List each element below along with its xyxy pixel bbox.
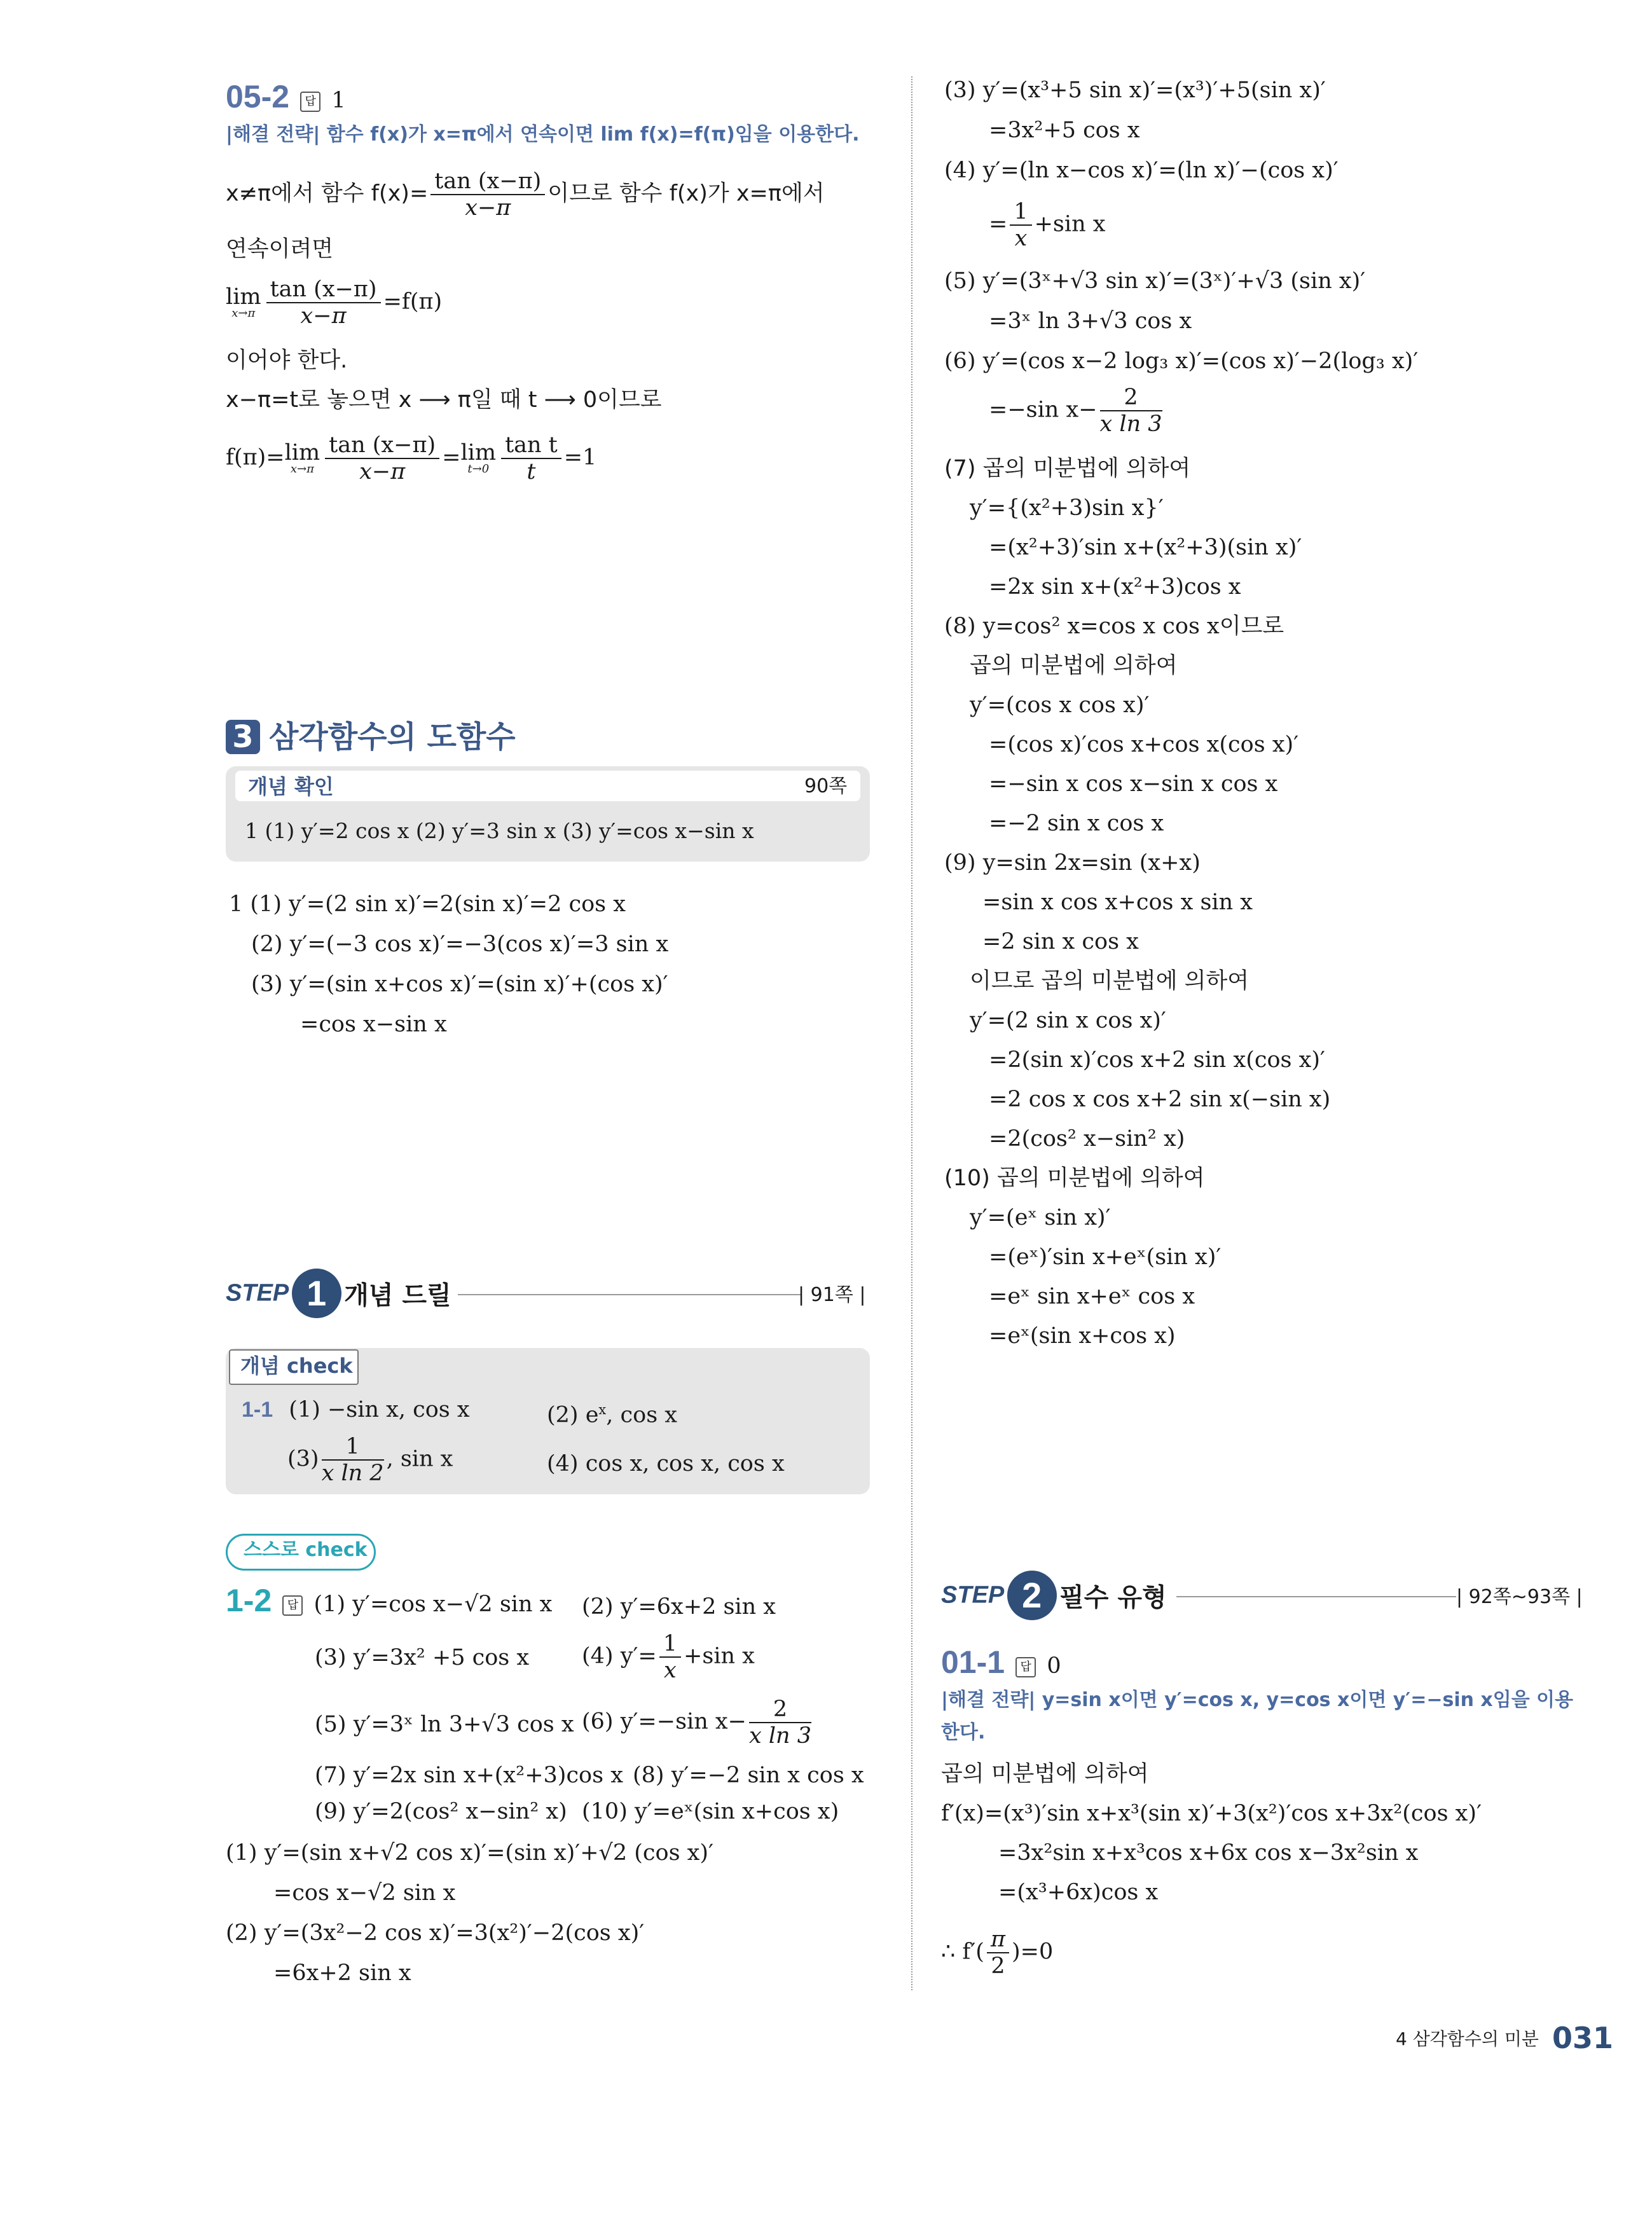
concept-check-answer: 1 (1) y′=2 cos x (2) y′=3 sin x (3) y′=cos x−sin x: [245, 818, 754, 843]
fraction: $\frac{2}{\text{x ln 3}}$: [748, 1697, 811, 1749]
problem-01-1-header: [941, 1642, 1061, 1686]
solution-line: lim x→π $\frac{\tan (x-\pi)}{x-\pi}$ =f(π): [226, 277, 443, 329]
column-divider: [911, 76, 912, 1990]
solution-line: =sin x cos x+cos x sin x: [982, 890, 1253, 915]
concept-check-label: 개념 check: [240, 1354, 353, 1378]
solution-line: =3x²+5 cos x: [989, 118, 1140, 143]
solution-line: y′=(eˣ sin x)′: [970, 1205, 1111, 1230]
drill-answer: (3) $\frac{1}{\text{x ln 2}}$ , sin x: [287, 1434, 453, 1486]
drill-answer-row: 1-2 답 (1) y′=cos x−√2 sin x: [226, 1583, 553, 1618]
solution-line: (5) y′=(3ˣ+√3 sin x)′=(3ˣ)′+√3 (sin x)′: [944, 268, 1366, 294]
solution-line: 이어야 한다.: [226, 348, 348, 373]
step-word: STEP: [226, 1279, 289, 1307]
solution-line: x≠π에서 함수 f(x)= $\frac{\tan (x-\pi)}{x-\pi}$ 이므로 함수 f(x)가 x=π에서: [226, 169, 825, 221]
solution-line: =cos x−√2 sin x: [273, 1880, 456, 1906]
fraction: $\frac{1}{x}$: [659, 1631, 681, 1683]
drill-answer: (7) y′=2x sin x+(x²+3)cos x: [315, 1763, 623, 1788]
drill-answer: (4) cos x, cos x, cos x: [547, 1451, 785, 1476]
problem-number: 01-1: [941, 1644, 1005, 1680]
solution-line: y′=(2 sin x cos x)′: [970, 1008, 1166, 1033]
drill-number: 1-2: [226, 1583, 272, 1618]
solution-line: (1) y′=(sin x+√2 cos x)′=(sin x)′+√2 (cos x)′: [226, 1840, 714, 1866]
step-number: 2: [1007, 1571, 1057, 1620]
step-rule: [458, 1294, 801, 1295]
solution-line: ∴ f′( $\frac{\pi}{2}$ )=0: [941, 1927, 1054, 1979]
solution-line: =2(sin x)′cos x+2 sin x(cos x)′: [989, 1047, 1325, 1073]
solution-line: =3x²sin x+x³cos x+6x cos x−3x²sin x: [998, 1840, 1419, 1866]
fraction: $\frac{1}{x}$: [1010, 199, 1031, 251]
page-number: 031: [1552, 2021, 1614, 2055]
solution-line: (2) y′=(−3 cos x)′=−3(cos x)′=3 sin x: [251, 932, 669, 957]
solution-line: =2x sin x+(x²+3)cos x: [989, 574, 1241, 600]
fraction: $\frac{\tan (x-\pi)}{x-\pi}$: [325, 432, 439, 485]
solution-line: =3ˣ ln 3+√3 cos x: [989, 308, 1192, 334]
solution-line: =−sin x− $\frac{2}{\text{x ln 3}}$: [989, 385, 1162, 437]
section-title: 삼각함수의 도함수: [269, 719, 516, 755]
step-page: | 91쪽 |: [798, 1284, 866, 1306]
solution-line: 1 (1) y′=(2 sin x)′=2(sin x)′=2 cos x: [229, 891, 626, 917]
chapter-title: 4 삼각함수의 미분: [1396, 2028, 1539, 2049]
step-title: 개념 드릴: [344, 1281, 451, 1311]
drill-number: 1-1: [242, 1398, 273, 1422]
step-word: STEP: [941, 1581, 1005, 1609]
drill-answer: (6) y′=−sin x− $\frac{2}{\text{x ln 3}}$: [582, 1697, 811, 1749]
solution-line: =6x+2 sin x: [273, 1960, 411, 1986]
solution-line: =2 cos x cos x+2 sin x(−sin x): [989, 1087, 1331, 1112]
answer-value: 0: [1047, 1653, 1061, 1679]
drill-answer-row: 1-1 (1) −sin x, cos x: [242, 1397, 470, 1422]
solution-line: (6) y′=(cos x−2 log₃ x)′=(cos x)′−2(log₃ x)′: [944, 348, 1419, 374]
solution-line: =2(cos² x−sin² x): [989, 1126, 1185, 1152]
solution-line: =(x³+6x)cos x: [998, 1880, 1159, 1905]
solution-strategy: |해결 전략| 함수 f(x)가 x=π에서 연속이면 lim f(x)=f(π)임을 이용한다.: [226, 123, 860, 146]
limit: lim t→0: [460, 440, 497, 476]
fraction: $\frac{2}{\text{x ln 3}}$: [1099, 385, 1162, 437]
solution-line: 이므로 곱의 미분법에 의하여: [970, 968, 1249, 994]
fraction: $\frac{\tan (x-\pi)}{x-\pi}$: [430, 169, 545, 221]
solution-line: =2 sin x cos x: [982, 929, 1139, 954]
drill-answer: (8) y′=−2 sin x cos x: [633, 1763, 864, 1788]
drill-answer: (3) y′=3x² +5 cos x: [315, 1645, 530, 1670]
solution-line: 곱의 미분법에 의하여: [970, 653, 1178, 678]
answer-icon: 답: [282, 1595, 303, 1616]
solution-line: 연속이려면: [226, 237, 334, 262]
section-number: 3: [226, 720, 260, 754]
problem-05-2-header: [226, 76, 346, 121]
solution-line: (7) 곱의 미분법에 의하여: [944, 456, 1191, 481]
fraction: $\frac{\tan (x-\pi)}{x-\pi}$: [266, 277, 381, 329]
step-title: 필수 유형: [1059, 1583, 1167, 1613]
step-2-heading: [941, 1571, 1167, 1620]
solution-strategy: 한다.: [941, 1721, 986, 1744]
fraction: $\frac{\text{tan t}}{t}$: [501, 432, 561, 485]
drill-answer: (10) y′=eˣ(sin x+cos x): [582, 1799, 839, 1824]
self-check-label: 스스로 check: [244, 1539, 368, 1561]
solution-line: =eˣ sin x+eˣ cos x: [989, 1284, 1195, 1309]
solution-line: =−sin x cos x−sin x cos x: [989, 771, 1278, 797]
drill-answer: (2) y′=6x+2 sin x: [582, 1594, 776, 1620]
solution-strategy: |해결 전략| y=sin x이면 y′=cos x, y=cos x이면 y′=−sin x임을 이용: [941, 1689, 1574, 1711]
answer-value: 1: [331, 88, 346, 113]
solution-line: 곱의 미분법에 의하여: [941, 1761, 1149, 1787]
problem-number: 05-2: [226, 79, 290, 114]
solution-line: =eˣ(sin x+cos x): [989, 1323, 1176, 1349]
solution-line: f(π)= lim x→π $\frac{\tan (x-\pi)}{x-\pi}$ = lim t→0 $\frac{\text{tan t}}{t}$ =1: [226, 432, 597, 485]
footer: [1396, 2021, 1613, 2055]
section-heading: [226, 712, 516, 756]
limit: lim x→π: [284, 440, 320, 476]
step-page: | 92쪽~93쪽 |: [1456, 1586, 1583, 1608]
solution-line: =(x²+3)′sin x+(x²+3)(sin x)′: [989, 535, 1302, 560]
solution-line: (4) y′=(ln x−cos x)′=(ln x)′−(cos x)′: [944, 158, 1339, 183]
solution-line: =(eˣ)′sin x+eˣ(sin x)′: [989, 1244, 1222, 1270]
solution-line: (8) y=cos² x=cos x cos x이므로: [944, 614, 1284, 639]
answer-icon: 답: [300, 92, 320, 112]
limit: lim x→π: [226, 284, 261, 320]
drill-answer: (2) $e^x$, cos x: [547, 1402, 678, 1428]
concept-check-label: 개념 확인: [248, 774, 334, 799]
solution-line: (10) 곱의 미분법에 의하여: [944, 1166, 1205, 1191]
solution-line: x−π=t로 놓으면 x ⟶ π일 때 t ⟶ 0이므로: [226, 387, 662, 413]
drill-answer: (5) y′=3ˣ ln 3+√3 cos x: [315, 1712, 574, 1737]
concept-check-page: 90쪽: [804, 775, 848, 797]
fraction: $\frac{1}{\text{x ln 2}}$: [321, 1434, 384, 1486]
solution-line: =(cos x)′cos x+cos x(cos x)′: [989, 732, 1299, 757]
drill-answer: (4) y′= $\frac{1}{x}$ +sin x: [582, 1631, 755, 1683]
step-rule: [1176, 1596, 1456, 1597]
solution-line: (3) y′=(x³+5 sin x)′=(x³)′+5(sin x)′: [944, 78, 1326, 103]
solution-line: (3) y′=(sin x+cos x)′=(sin x)′+(cos x)′: [251, 972, 668, 997]
step-number: 1: [292, 1269, 341, 1318]
drill-answer: (9) y′=2(cos² x−sin² x): [315, 1799, 567, 1824]
answer-icon: 답: [1015, 1657, 1036, 1677]
solution-line: =cos x−sin x: [300, 1012, 447, 1037]
solution-line: (2) y′=(3x²−2 cos x)′=3(x²)′−2(cos x)′: [226, 1920, 645, 1946]
step-1-heading: [226, 1269, 451, 1318]
solution-line: f′(x)=(x³)′sin x+x³(sin x)′+3(x²)′cos x+3x²(cos x)′: [941, 1801, 1482, 1826]
solution-line: =−2 sin x cos x: [989, 811, 1164, 836]
solution-line: y′=(cos x cos x)′: [970, 692, 1150, 718]
fraction: $\frac{\pi}{2}$: [987, 1927, 1009, 1979]
solution-line: (9) y=sin 2x=sin (x+x): [944, 850, 1201, 876]
solution-line: y′={(x²+3)sin x}′: [970, 495, 1164, 521]
solution-line: = $\frac{1}{x}$ +sin x: [989, 199, 1106, 251]
